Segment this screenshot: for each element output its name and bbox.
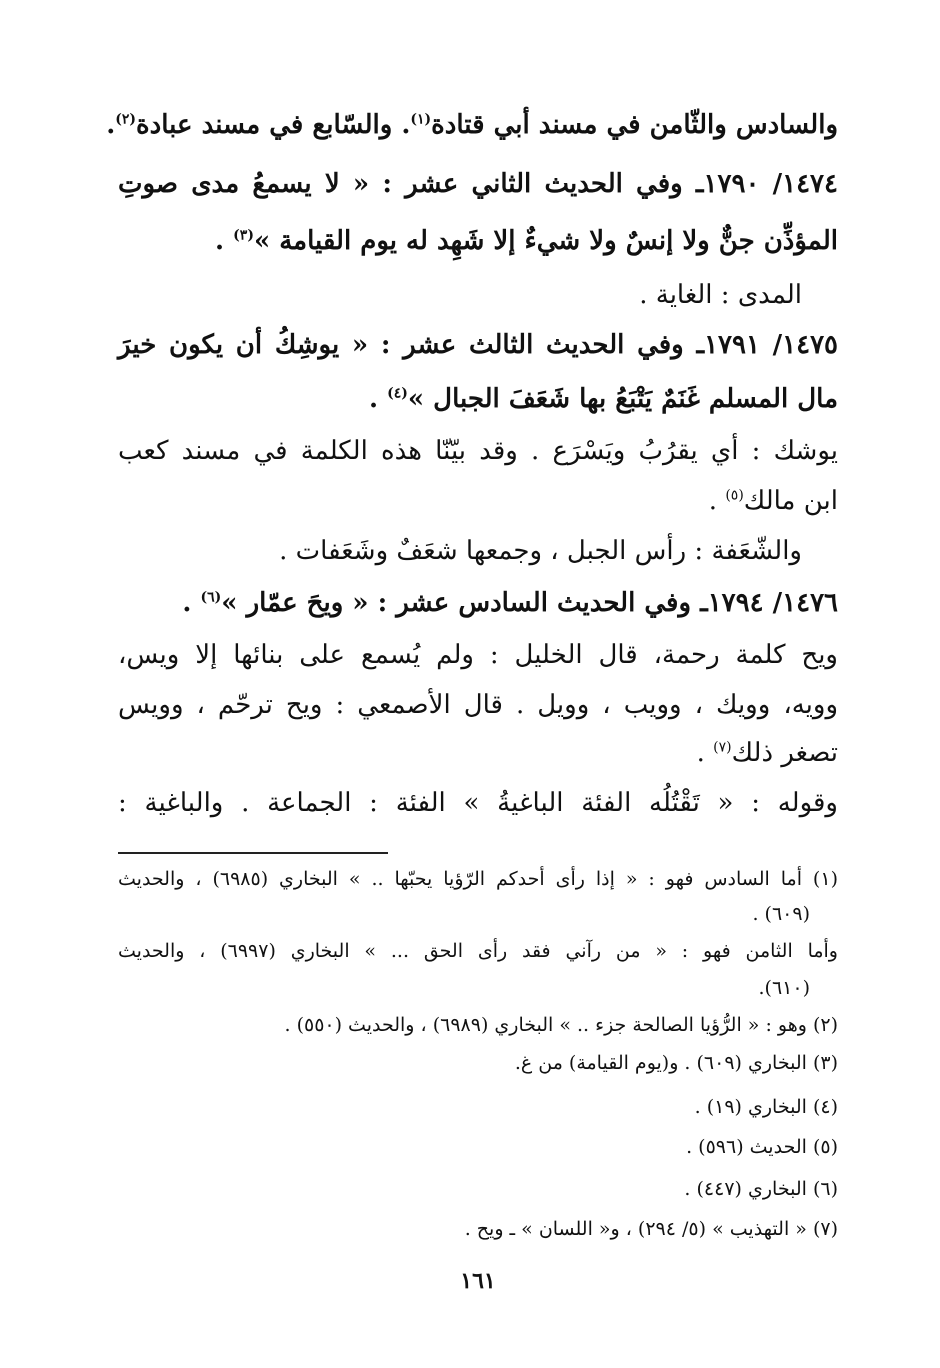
body-text: ابن مالك	[743, 486, 838, 516]
footnote-ref: (٢)	[115, 111, 137, 128]
definition-wayh-line-3	[118, 738, 838, 769]
hadith-1476-line-1	[118, 588, 838, 619]
definition-wayh-line-1: ويح كلمة رحمة، قال الخليل : ولم يُسمع على بنائها إلا ويس،	[118, 640, 838, 670]
footnote-ref: (١)	[410, 111, 432, 128]
footnote-ref: (٧)	[713, 739, 732, 756]
definition-fiah-line: وقوله : « تَقْتُلُه الفئة الباغيةُ » الفئة : الجماعة . والباغية :	[118, 788, 838, 818]
footnote-ref: (٦)	[200, 589, 222, 606]
footnote-2: (٢) وهو : « الرُّؤيا الصالحة جزء .. » البخاري (٦٩٨٩) ، والحديث (٥٥٠) .	[284, 1014, 838, 1036]
footnote-5: (٥) الحديث (٥٩٦) .	[686, 1136, 838, 1158]
hadith-1474-line-1: ١٤٧٤/ ١٧٩٠ـ وفي الحديث الثاني عشر : « لا يسمعُ مدى صوتِ	[118, 169, 838, 199]
hadith-1475-line-1: ١٤٧٥/ ١٧٩١ـ وفي الحديث الثالث عشر : « يوشِكُ أن يكون خيرَ	[118, 330, 838, 360]
hadith-1475-line-2	[118, 384, 838, 415]
book-page	[106, 0, 838, 1368]
body-text: تصغر ذلك	[731, 738, 838, 768]
definition-mada: المدى : الغاية .	[639, 280, 802, 310]
footnote-6: (٦) البخاري (٤٤٧) .	[684, 1178, 838, 1200]
definition-shaafa: والشّعَفة : رأس الجبل ، وجمعها شعَفٌ وشَعَفات .	[279, 536, 802, 566]
body-text: .	[106, 110, 116, 140]
body-text: .	[696, 738, 714, 768]
body-text: ١٤٧٦/ ١٧٩٤ـ وفي الحديث السادس عشر : « ويحَ عمّار »	[221, 588, 838, 618]
footnote-3: (٣) البخاري (٦٠٩) . و(يوم القيامة) من غ.	[514, 1052, 838, 1074]
definition-wayh-line-2: وويه، وويك ، وويب ، وويل . قال الأصمعي : ويح ترحّم ، وويس	[118, 690, 838, 720]
body-text: .	[215, 226, 234, 256]
footnote-ref: (٣)	[233, 227, 254, 244]
footnote-4: (٤) البخاري (١٩) .	[694, 1096, 838, 1118]
body-text: . والسّابع في مسند عبادة	[136, 110, 411, 140]
definition-yushik-line-2	[118, 486, 838, 517]
footnote-separator	[118, 852, 388, 854]
footnote-1b-line-1: وأما الثامن فهو : « من رآني فقد رأى الحق ... » البخاري (٦٩٩٧) ، والحديث	[118, 940, 838, 962]
body-text: .	[182, 588, 201, 618]
footnote-1b-line-2: (٦١٠).	[758, 977, 810, 999]
page-number: ١٦١	[460, 1268, 496, 1294]
footnote-1-line-1: (١) أما السادس فهو : « إذا رأى أحدكم الرّؤيا يحبّها .. » البخاري (٦٩٨٥) ، والحديث	[118, 868, 838, 890]
body-line-1	[106, 110, 838, 141]
body-text: والسادس والثّامن في مسند أبي قتادة	[431, 110, 838, 140]
body-text: المؤذِّن جنٌّ ولا إنسٌ ولا شيءٌ إلا شَهِد له يوم القيامة »	[253, 226, 838, 256]
footnote-ref: (٤)	[387, 385, 408, 402]
footnote-7: (٧) « التهذيب » (٥/ ٢٩٤) ، و« اللسان » ـ ويح .	[464, 1218, 838, 1240]
hadith-1474-line-2	[118, 226, 838, 257]
footnote-1-line-2: (٦٠٩) .	[752, 903, 810, 925]
body-text: .	[368, 384, 388, 414]
body-text: مال المسلم غَنَمٌ يَتْبَعُ بها شَعَفَ الجبال »	[407, 384, 838, 414]
body-text: .	[708, 486, 726, 516]
footnote-ref: (٥)	[725, 487, 744, 504]
definition-yushik-line-1: يوشك : أي يقرُبُ ويَسْرَع . وقد بيّنّا هذه الكلمة في مسند كعب	[118, 436, 838, 466]
